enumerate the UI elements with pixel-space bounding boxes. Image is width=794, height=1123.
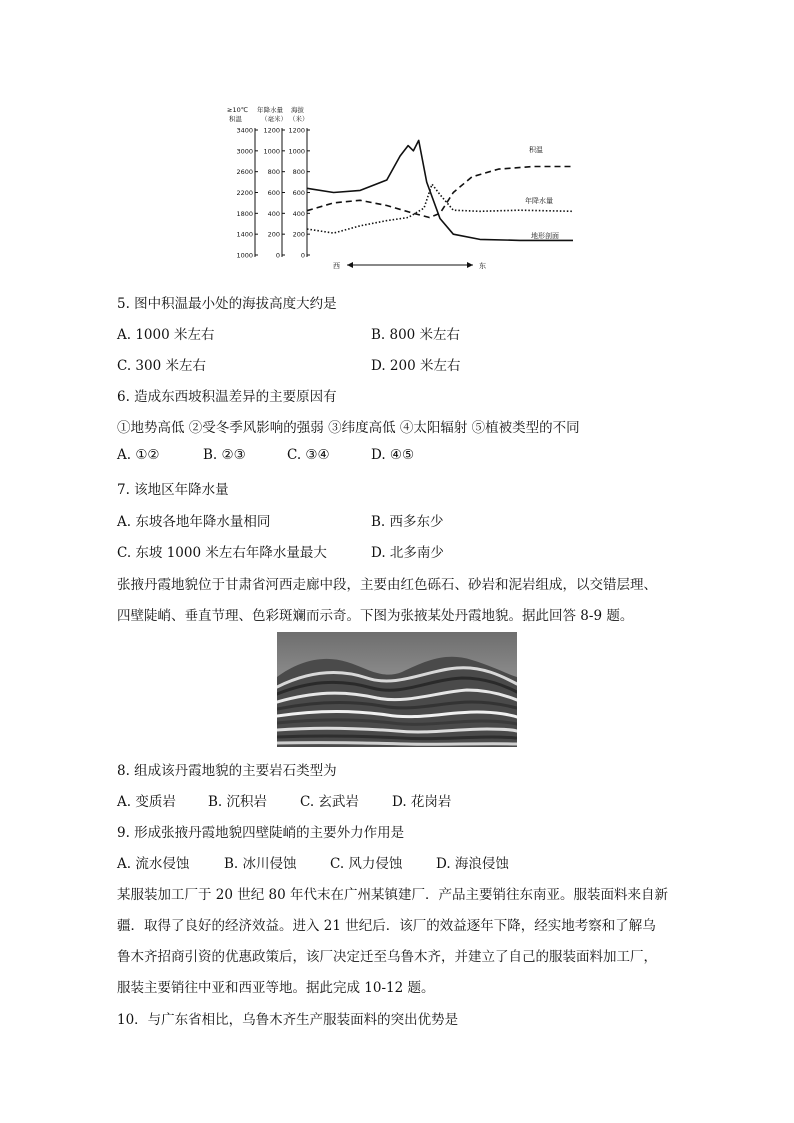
- tick-label: 3000: [236, 147, 253, 156]
- tick-label: 2200: [236, 189, 253, 197]
- q9-option-c[interactable]: C. 风力侵蚀: [330, 856, 403, 872]
- q6-option-d[interactable]: D. ④⑤: [371, 447, 415, 463]
- q9-option-a[interactable]: A. 流水侵蚀: [117, 856, 190, 872]
- q6-factors: ①地势高低 ②受冬季风影响的强弱 ③纬度高低 ④太阳辐射 ⑤植被类型的不同: [117, 420, 580, 436]
- q5-option-d[interactable]: D. 200 米左右: [371, 358, 461, 374]
- tick-label: 3400: [236, 126, 253, 135]
- axis-title-elevation: 海拔: [291, 106, 304, 114]
- series-label-precip: 年降水量: [525, 197, 553, 205]
- tick-label: 0: [275, 251, 280, 260]
- tick-label: 1000: [236, 251, 253, 260]
- q5-stem: 5. 图中积温最小处的海拔高度大约是: [117, 296, 337, 312]
- q6-option-c[interactable]: C. ③④: [287, 447, 330, 463]
- axis-title-accumulated-temp-2: 积温: [229, 115, 242, 123]
- direction-west: 西: [333, 262, 340, 270]
- tick-label: 200: [267, 230, 280, 239]
- tick-label: 400: [267, 209, 280, 218]
- series-label-temp: 积温: [529, 146, 543, 154]
- q6-stem: 6. 造成东西坡积温差异的主要原因有: [117, 389, 337, 405]
- tick-label: 800: [292, 168, 305, 177]
- passage2-line-2: 疆．取得了良好的经济效益。进入 21 世纪后．该厂的效益逐年下降，经实地考察和了解乌: [117, 918, 656, 934]
- passage2-line-4: 服装主要销往中亚和西亚等地。据此完成 10-12 题。: [117, 980, 435, 996]
- q5-option-a[interactable]: A. 1000 米左右: [117, 327, 215, 343]
- q7-option-a[interactable]: A. 东坡各地年降水量相同: [117, 514, 271, 530]
- tick-label: 1000: [288, 147, 305, 156]
- axis-title-precip-2: （毫米）: [261, 115, 287, 123]
- q8-option-a[interactable]: A. 变质岩: [117, 794, 176, 810]
- series-label-terrain: 地形剖面: [531, 232, 559, 240]
- q7-stem: 7. 该地区年降水量: [117, 482, 229, 498]
- axis-title-elevation-2: （米）: [289, 115, 309, 123]
- tick-label: 800: [267, 168, 280, 177]
- q5-option-c[interactable]: C. 300 米左右: [117, 358, 206, 374]
- arrow-head-east: [467, 262, 473, 268]
- q9-stem: 9. 形成张掖丹霞地貌四壁陡峭的主要外力作用是: [117, 825, 405, 841]
- passage2-line-1: 某服装加工厂于 20 世纪 80 年代末在广州某镇建厂．产品主要销往东南亚。服装面料来自新: [117, 887, 669, 903]
- q9-option-b[interactable]: B. 冰川侵蚀: [224, 856, 297, 872]
- passage1-line-2: 四壁陡峭、垂直节理、色彩斑斓而示奇。下图为张掖某处丹霞地貌。据此回答 8-9 题。: [117, 608, 634, 624]
- q8-option-d[interactable]: D. 花岗岩: [392, 794, 452, 810]
- q10-stem: 10．与广东省相比，乌鲁木齐生产服装面料的突出优势是: [117, 1012, 459, 1028]
- tick-label: 1800: [236, 209, 253, 218]
- direction-east: 东: [479, 262, 486, 270]
- q7-option-d[interactable]: D. 北多南少: [371, 545, 444, 561]
- climate-terrain-chart: [225, 100, 585, 275]
- passage2-line-3: 鲁木齐招商引资的优惠政策后，该厂决定迁至乌鲁木齐，并建立了自己的服装面料加工厂，: [117, 949, 657, 965]
- tick-label: 600: [267, 189, 280, 197]
- arrow-head-west: [347, 262, 353, 268]
- q8-stem: 8. 组成该丹霞地貌的主要岩石类型为: [117, 763, 337, 779]
- q6-option-b[interactable]: B. ②③: [203, 447, 246, 463]
- q7-option-b[interactable]: B. 西多东少: [371, 514, 444, 530]
- tick-label: 200: [292, 230, 305, 239]
- tick-label: 400: [292, 209, 305, 218]
- q8-option-c[interactable]: C. 玄武岩: [300, 794, 359, 810]
- tick-label: 2600: [236, 168, 253, 177]
- series-line-terrain: [307, 140, 573, 240]
- tick-label: 1000: [263, 147, 280, 156]
- tick-label: 1200: [288, 126, 305, 135]
- q8-option-b[interactable]: B. 沉积岩: [208, 794, 268, 810]
- q7-option-c[interactable]: C. 东坡 1000 米左右年降水量最大: [117, 545, 327, 561]
- tick-label: 1400: [236, 230, 253, 239]
- tick-label: 1200: [263, 126, 280, 135]
- axis-titles: [227, 105, 309, 123]
- q6-option-a[interactable]: A. ①②: [117, 447, 160, 463]
- passage1-line-1: 张掖丹霞地貌位于甘肃省河西走廊中段，主要由红色砾石、砂岩和泥岩组成，以交错层理、: [117, 577, 657, 593]
- q9-option-d[interactable]: D. 海浪侵蚀: [436, 856, 509, 872]
- q5-option-b[interactable]: B. 800 米左右: [371, 327, 461, 343]
- axis-title-accumulated-temp: ≥10℃: [227, 106, 249, 114]
- danxia-landform-photo: [277, 632, 517, 747]
- tick-label: 600: [292, 189, 305, 197]
- axis-title-precip: 年降水量: [257, 106, 283, 114]
- tick-label: 0: [300, 251, 305, 260]
